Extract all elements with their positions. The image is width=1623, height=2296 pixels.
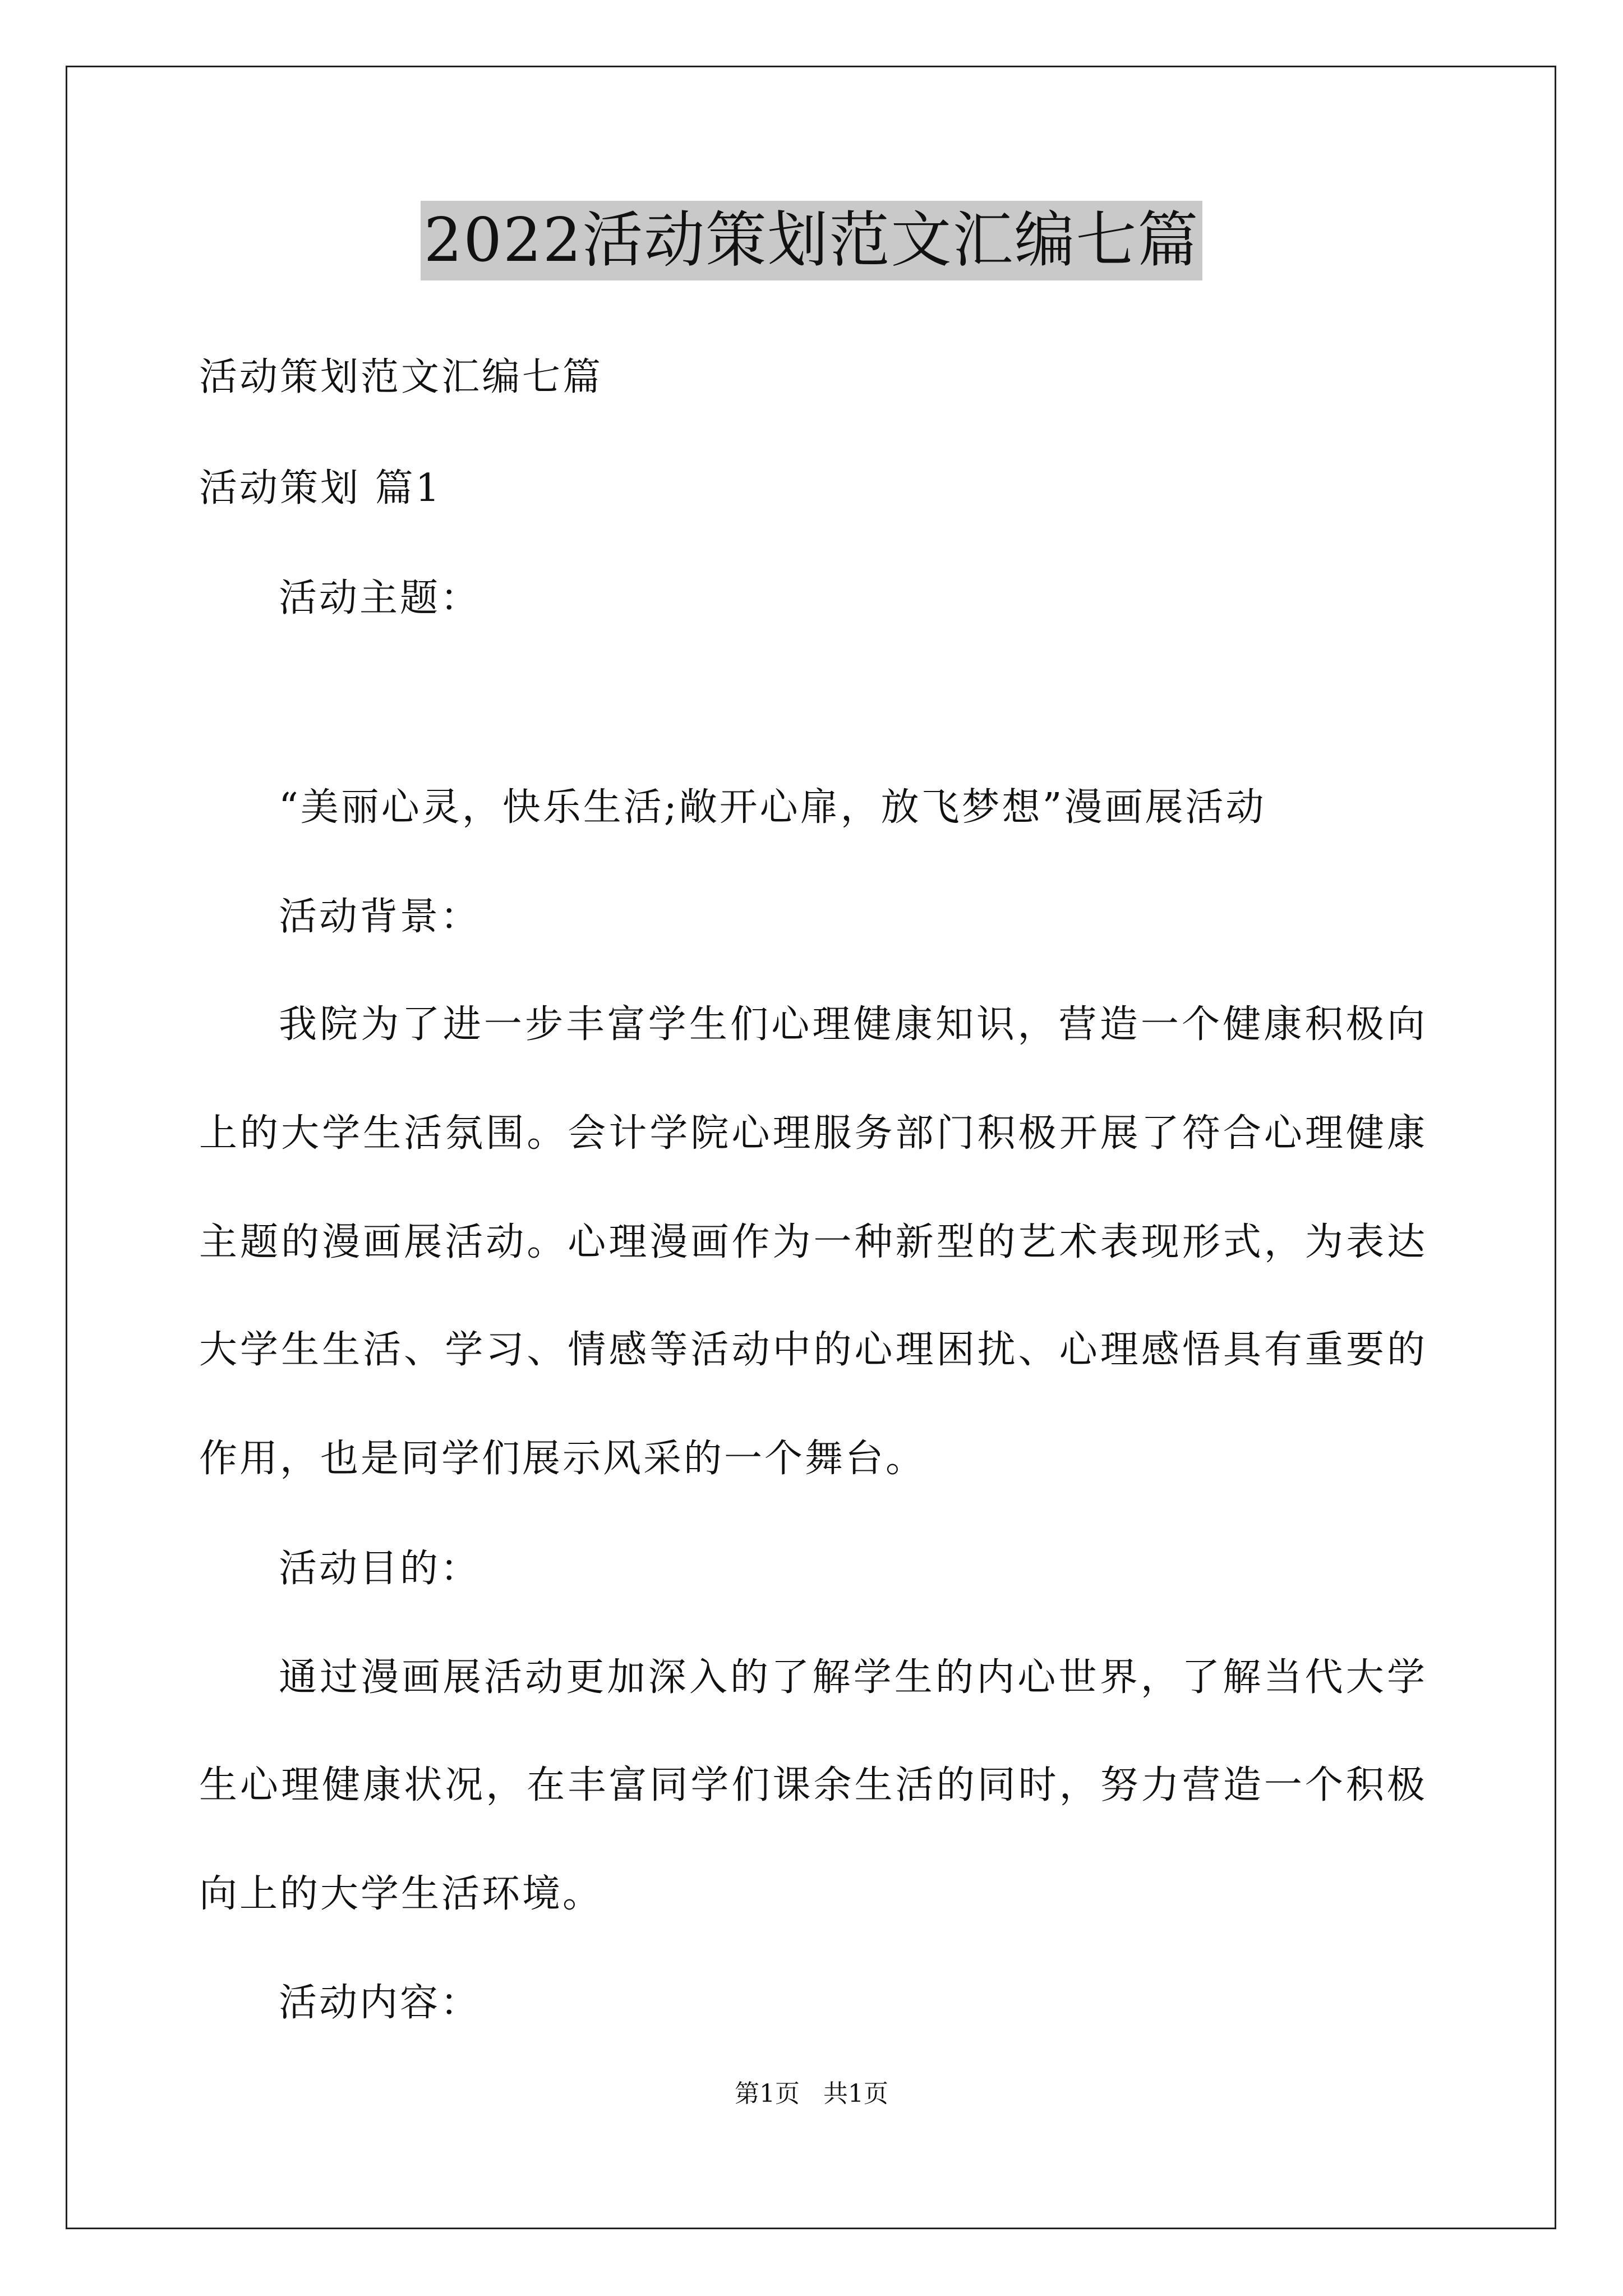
page-footer — [0, 2078, 1623, 2110]
background-label: 活动背景： — [279, 895, 481, 939]
purpose-paragraph-line: 向上的大学生活环境。 — [199, 1872, 603, 1916]
page-number-current: 第1页 — [735, 2079, 800, 2108]
background-paragraph-line: 主题的漫画展活动。心理漫画作为一种新型的艺术表现形式，为表达 — [199, 1220, 1427, 1264]
background-paragraph-line: 作用，也是同学们展示风采的一个舞台。 — [199, 1437, 926, 1481]
content-label: 活动内容： — [279, 1981, 481, 2025]
title-container — [0, 201, 1623, 280]
theme-text: “美丽心灵，快乐生活;敞开心扉，放飞梦想”漫画展活动 — [279, 785, 1266, 830]
document-subtitle: 活动策划范文汇编七篇 — [199, 355, 603, 399]
page-number-total: 共1页 — [823, 2079, 888, 2108]
purpose-paragraph-line: 生心理健康状况，在丰富同学们课余生活的同时，努力营造一个积极 — [199, 1763, 1427, 1807]
background-paragraph-line: 上的大学生活氛围。会计学院心理服务部门积极开展了符合心理健康 — [199, 1111, 1427, 1156]
theme-label: 活动主题： — [279, 576, 481, 620]
background-paragraph-line: 我院为了进一步丰富学生们心理健康知识，营造一个健康积极向 — [279, 1002, 1427, 1047]
background-paragraph-line: 大学生生活、学习、情感等活动中的心理困扰、心理感悟具有重要的 — [199, 1328, 1427, 1372]
document-title: 2022活动策划范文汇编七篇 — [421, 201, 1203, 280]
section-heading: 活动策划 篇1 — [199, 466, 442, 510]
purpose-label: 活动目的： — [279, 1547, 481, 1591]
purpose-paragraph-line: 通过漫画展活动更加深入的了解学生的内心世界，了解当代大学 — [279, 1655, 1427, 1700]
